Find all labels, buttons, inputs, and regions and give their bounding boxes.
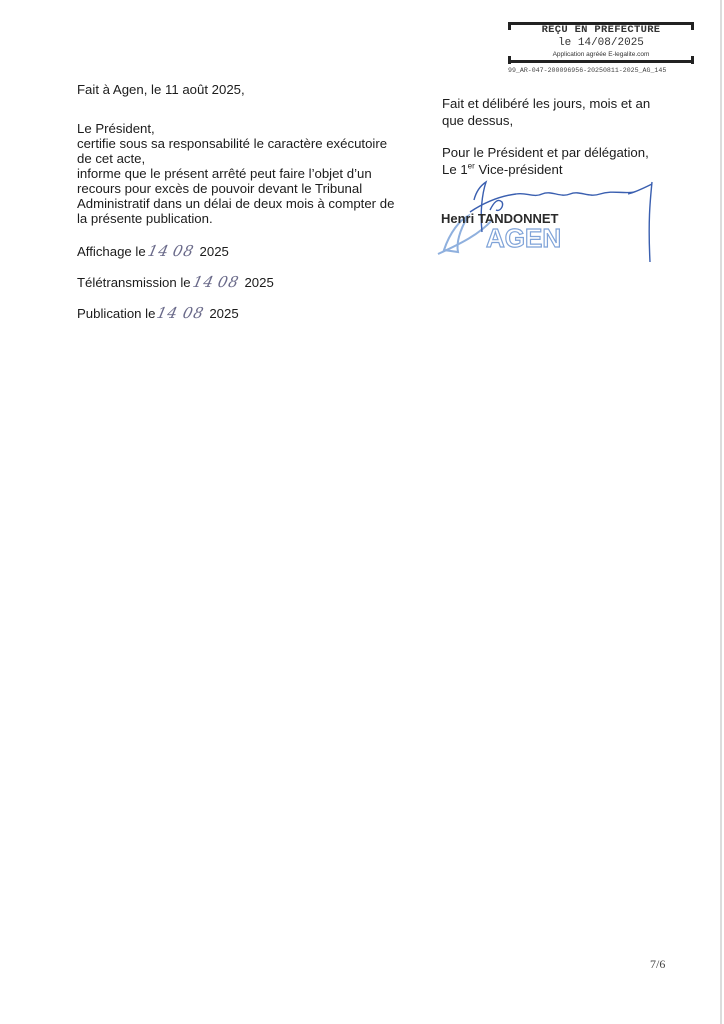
teletransmission-day: 14 — [190, 273, 216, 291]
teletransmission-line — [77, 274, 274, 292]
informe-line-1: informe que le présent arrêté peut faire l’objet d’un — [77, 166, 372, 181]
fait-line-2: que dessus, — [442, 113, 514, 128]
teletransmission-year: 2025 — [244, 275, 274, 290]
affichage-label: Affichage le — [77, 244, 146, 259]
informe-line-3: Administratif dans un délai de deux mois à compter de — [77, 196, 395, 211]
stamp-bottom-bar — [508, 60, 694, 63]
stamp-tick-left-bottom — [508, 56, 511, 64]
vp-sup: er — [467, 161, 475, 171]
affichage-day: 14 — [145, 242, 171, 260]
certifie-line-2: de cet acte, — [77, 151, 146, 166]
fait-line-1: Fait et délibéré les jours, mois et an — [442, 96, 651, 111]
stamp-title: REÇU EN PREFECTURE — [541, 24, 661, 36]
publication-year: 2025 — [209, 306, 239, 321]
affichage-month: 08 — [170, 242, 196, 260]
certifie-line-1: certifie sous sa responsabilité le caractère exécutoire — [77, 136, 388, 151]
agen-logo-text: AGEN — [486, 223, 562, 253]
stamp-app: Application agréée E-legalite.com — [552, 51, 650, 58]
publication-line — [77, 305, 239, 323]
vp-prefix: Le 1 — [442, 162, 468, 177]
publication-day: 14 — [155, 304, 181, 322]
place-date: Fait à Agen, le 11 août 2025, — [77, 82, 245, 97]
pour-line: Pour le Président et par délégation, — [442, 145, 649, 160]
prefecture-stamp — [506, 18, 696, 70]
teletransmission-month: 08 — [215, 273, 241, 291]
president-label: Le Président, — [77, 121, 155, 136]
teletransmission-label: Télétransmission le — [77, 275, 191, 290]
affichage-year: 2025 — [199, 244, 229, 259]
informe-line-2: recours pour excès de pouvoir devant le Tribunal — [77, 181, 363, 196]
affichage-line — [77, 243, 229, 261]
stamp-tick-right-bottom — [691, 56, 694, 64]
signer-name: Henri TANDONNET — [441, 211, 559, 226]
stamp-id: 99_AR-047-200096956-20250811-2025_AG_145 — [508, 67, 667, 74]
publication-month: 08 — [180, 304, 206, 322]
page-edge — [720, 0, 722, 1024]
publication-label: Publication le — [77, 306, 156, 321]
informe-line-4: la présente publication. — [77, 211, 213, 226]
page-number: 7/6 — [650, 957, 666, 971]
stamp-date: le 14/08/2025 — [558, 37, 644, 49]
vp-suffix: Vice-président — [474, 162, 563, 177]
